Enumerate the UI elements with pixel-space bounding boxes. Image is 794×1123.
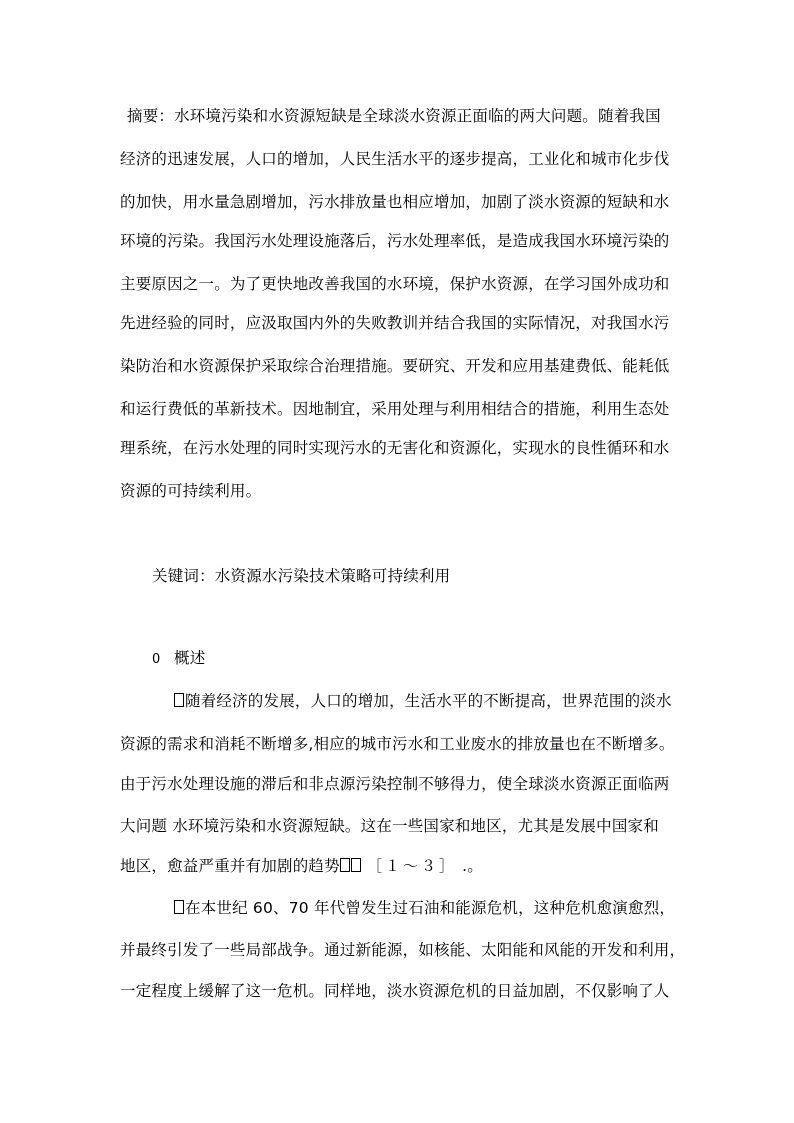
abstract-line: 先进经验的同时，应汲取国内外的失败教训并结合我国的实际情况，对我国水污 — [120, 314, 670, 332]
paragraph-line — [120, 856, 483, 876]
paragraph-line: 并最终引发了一些局部战争。通过新能源，如核能、太阳能和风能的开发和利用， — [120, 941, 686, 959]
abstract-line: 资源的可持续利用。 — [120, 482, 262, 500]
paragraph-line — [174, 691, 672, 711]
abstract-line: 的加快，用水量急剧增加，污水排放量也相应增加，加剧了淡水资源的短缺和水 — [120, 193, 670, 211]
missing-glyph-icon — [174, 900, 184, 914]
abstract-line: 摘要：水环境污染和水资源短缺是全球淡水资源正面临的两大问题。随着我国 — [127, 107, 661, 125]
section-heading — [152, 648, 205, 670]
abstract-line: 染防治和水资源保护采取综合治理措施。要研究、开发和应用基建费低、能耗低 — [120, 357, 670, 375]
paragraph-line — [174, 898, 675, 918]
paragraph-text: 随着经济的发展，人口的增加，生活水平的不断提高，世界范围的淡水 — [185, 692, 672, 710]
paragraph-text: 在本世纪 60、70 年代曾发生过石油和能源危机，这种危机愈演愈烈， — [185, 899, 676, 917]
abstract-line: 和运行费低的革新技术。因地制宜，采用处理与利用相结合的措施，利用生态处 — [120, 400, 670, 418]
section-number: 0 — [152, 652, 161, 667]
abstract-line: 环境的污染。我国污水处理设施落后，污水处理率低，是造成我国水环境污染的 — [120, 232, 670, 250]
paragraph-line: 大问题 水环境污染和水资源短缺。这在一些国家和地区，尤其是发展中国家和 — [120, 817, 659, 835]
keywords: 关键词：水资源水污染技术策略可持续利用 — [152, 567, 451, 585]
missing-glyph-icon — [351, 858, 361, 872]
paragraph-line: 资源的需求和消耗不断增多,相应的城市污水和工业废水的排放量也在不断增多。 — [120, 735, 675, 753]
abstract-line: 主要原因之一。为了更快地改善我国的水环境，保护水资源，在学习国外成功和 — [120, 275, 670, 293]
missing-glyph-icon — [340, 858, 350, 872]
citation-ref: ［１～３］ — [366, 857, 457, 875]
paragraph-line: 一定程度上缓解了这一危机。同样地，淡水资源危机的日益加剧，不仅影响了人 — [120, 982, 670, 1000]
paragraph-text: 地区，愈益严重并有加剧的趋势 — [120, 857, 340, 875]
paragraph-line: 由于污水处理设施的滞后和非点源污染控制不够得力，使全球淡水资源正面临两 — [120, 775, 670, 793]
section-title: 概述 — [174, 649, 206, 667]
sentence-end: .。 — [462, 857, 483, 875]
abstract-line: 理系统，在污水处理的同时实现污水的无害化和资源化，实现水的良性循环和水 — [120, 439, 670, 457]
abstract-line: 经济的迅速发展，人口的增加，人民生活水平的逐步提高，工业化和城市化步伐 — [120, 150, 670, 168]
missing-glyph-icon — [174, 693, 184, 707]
